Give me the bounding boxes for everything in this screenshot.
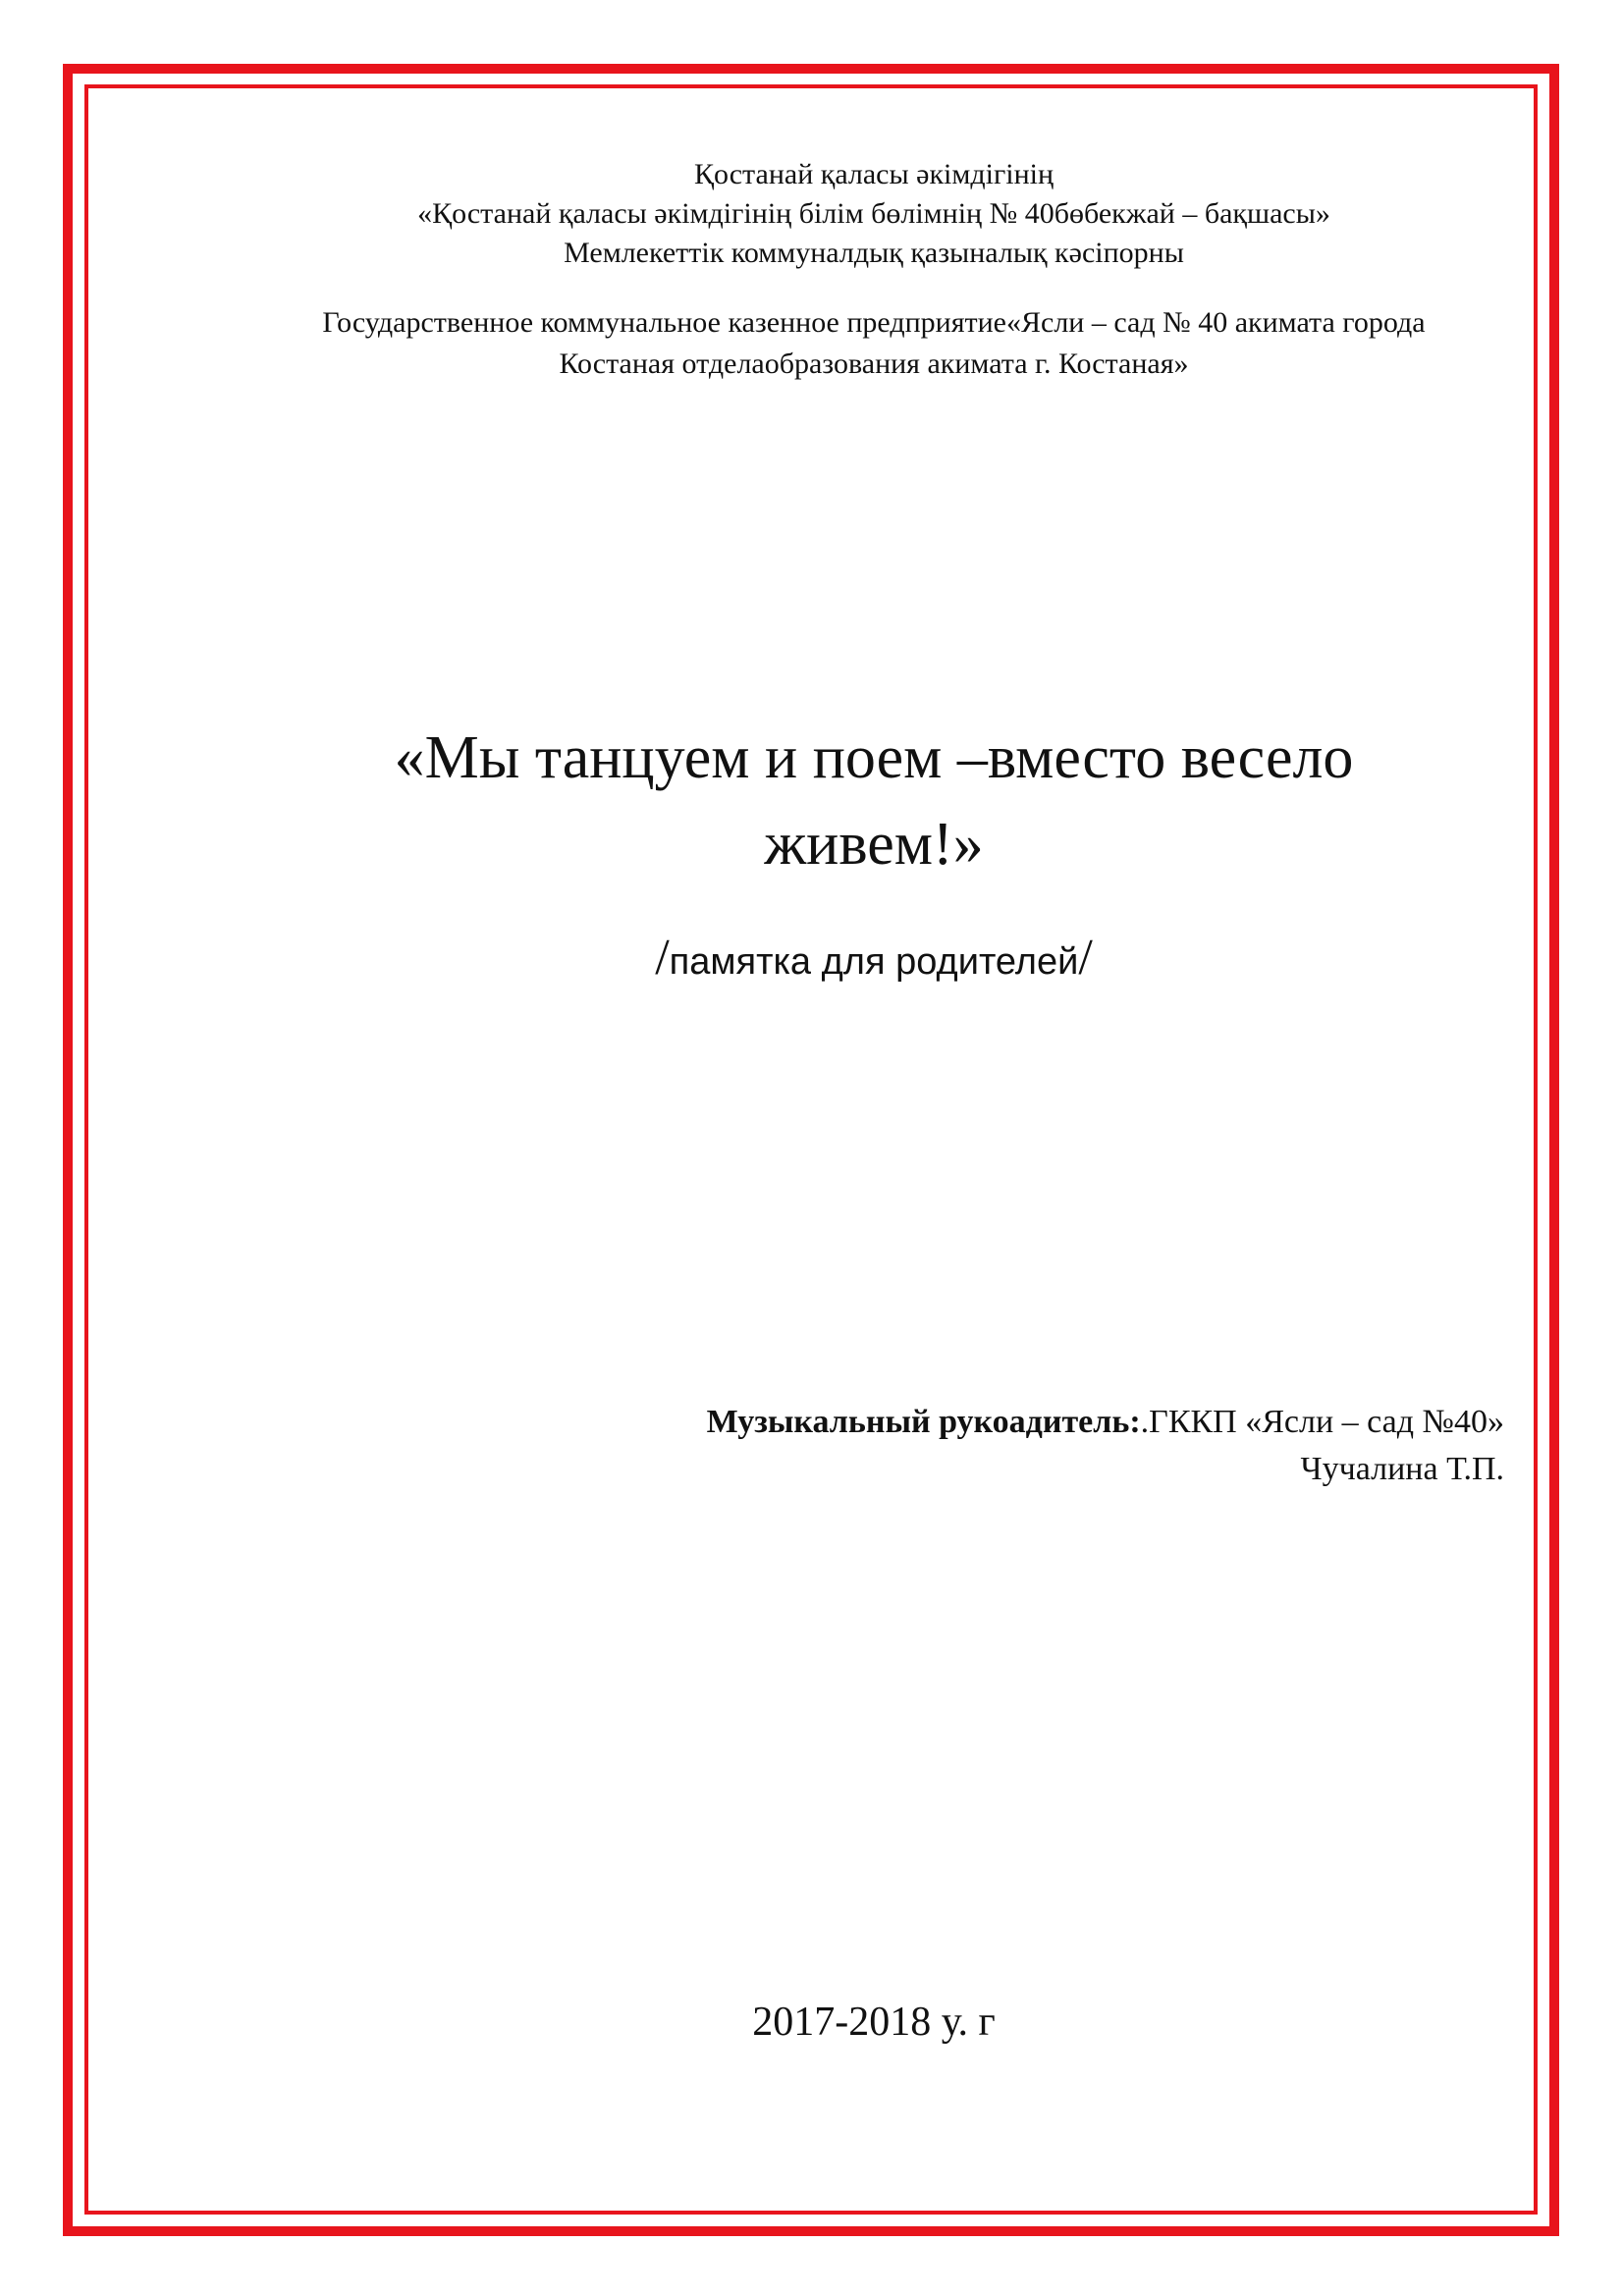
header-kazakh [157,155,1591,273]
header-ru-line-1: Государственное коммунальное казенное предприятие«Ясли – сад № 40 акимата города [322,306,1426,339]
author-organization: .ГККП «Ясли – сад №40» [1140,1404,1504,1440]
page-border-inner [84,84,1538,2215]
academic-year: 2017-2018 у. г [752,2000,996,2045]
subtitle-slash-close: / [1078,930,1093,986]
title-line-2: живем!» [764,811,984,878]
header-kz-line-2: «Қостанай қаласы әкімдігінің білім бөлімнің № 40бөбекжай – бақшасы» [417,197,1330,230]
header-ru-line-2: Костаная отделаобразования акимата г. Костаная» [559,347,1189,380]
subtitle-text: памятка для родителей [669,941,1079,983]
document-title [216,715,1532,887]
author-role-line [550,1399,1504,1446]
author-name: Чучалина Т.П. [1300,1451,1504,1487]
header-kz-line-1: Қостанай қаласы әкімдігінің [693,158,1055,190]
author-block [550,1399,1504,1493]
header-russian [157,302,1591,385]
title-line-1: «Мы танцуем и поем –вместо весело [394,724,1354,791]
document-subtitle [216,929,1532,999]
header-kz-line-3: Мемлекеттік коммуналдық қазыналық кәсіпорны [564,237,1184,269]
subtitle-slash-open: / [655,930,670,986]
author-role: Музыкальный рукоадитель: [706,1404,1141,1440]
